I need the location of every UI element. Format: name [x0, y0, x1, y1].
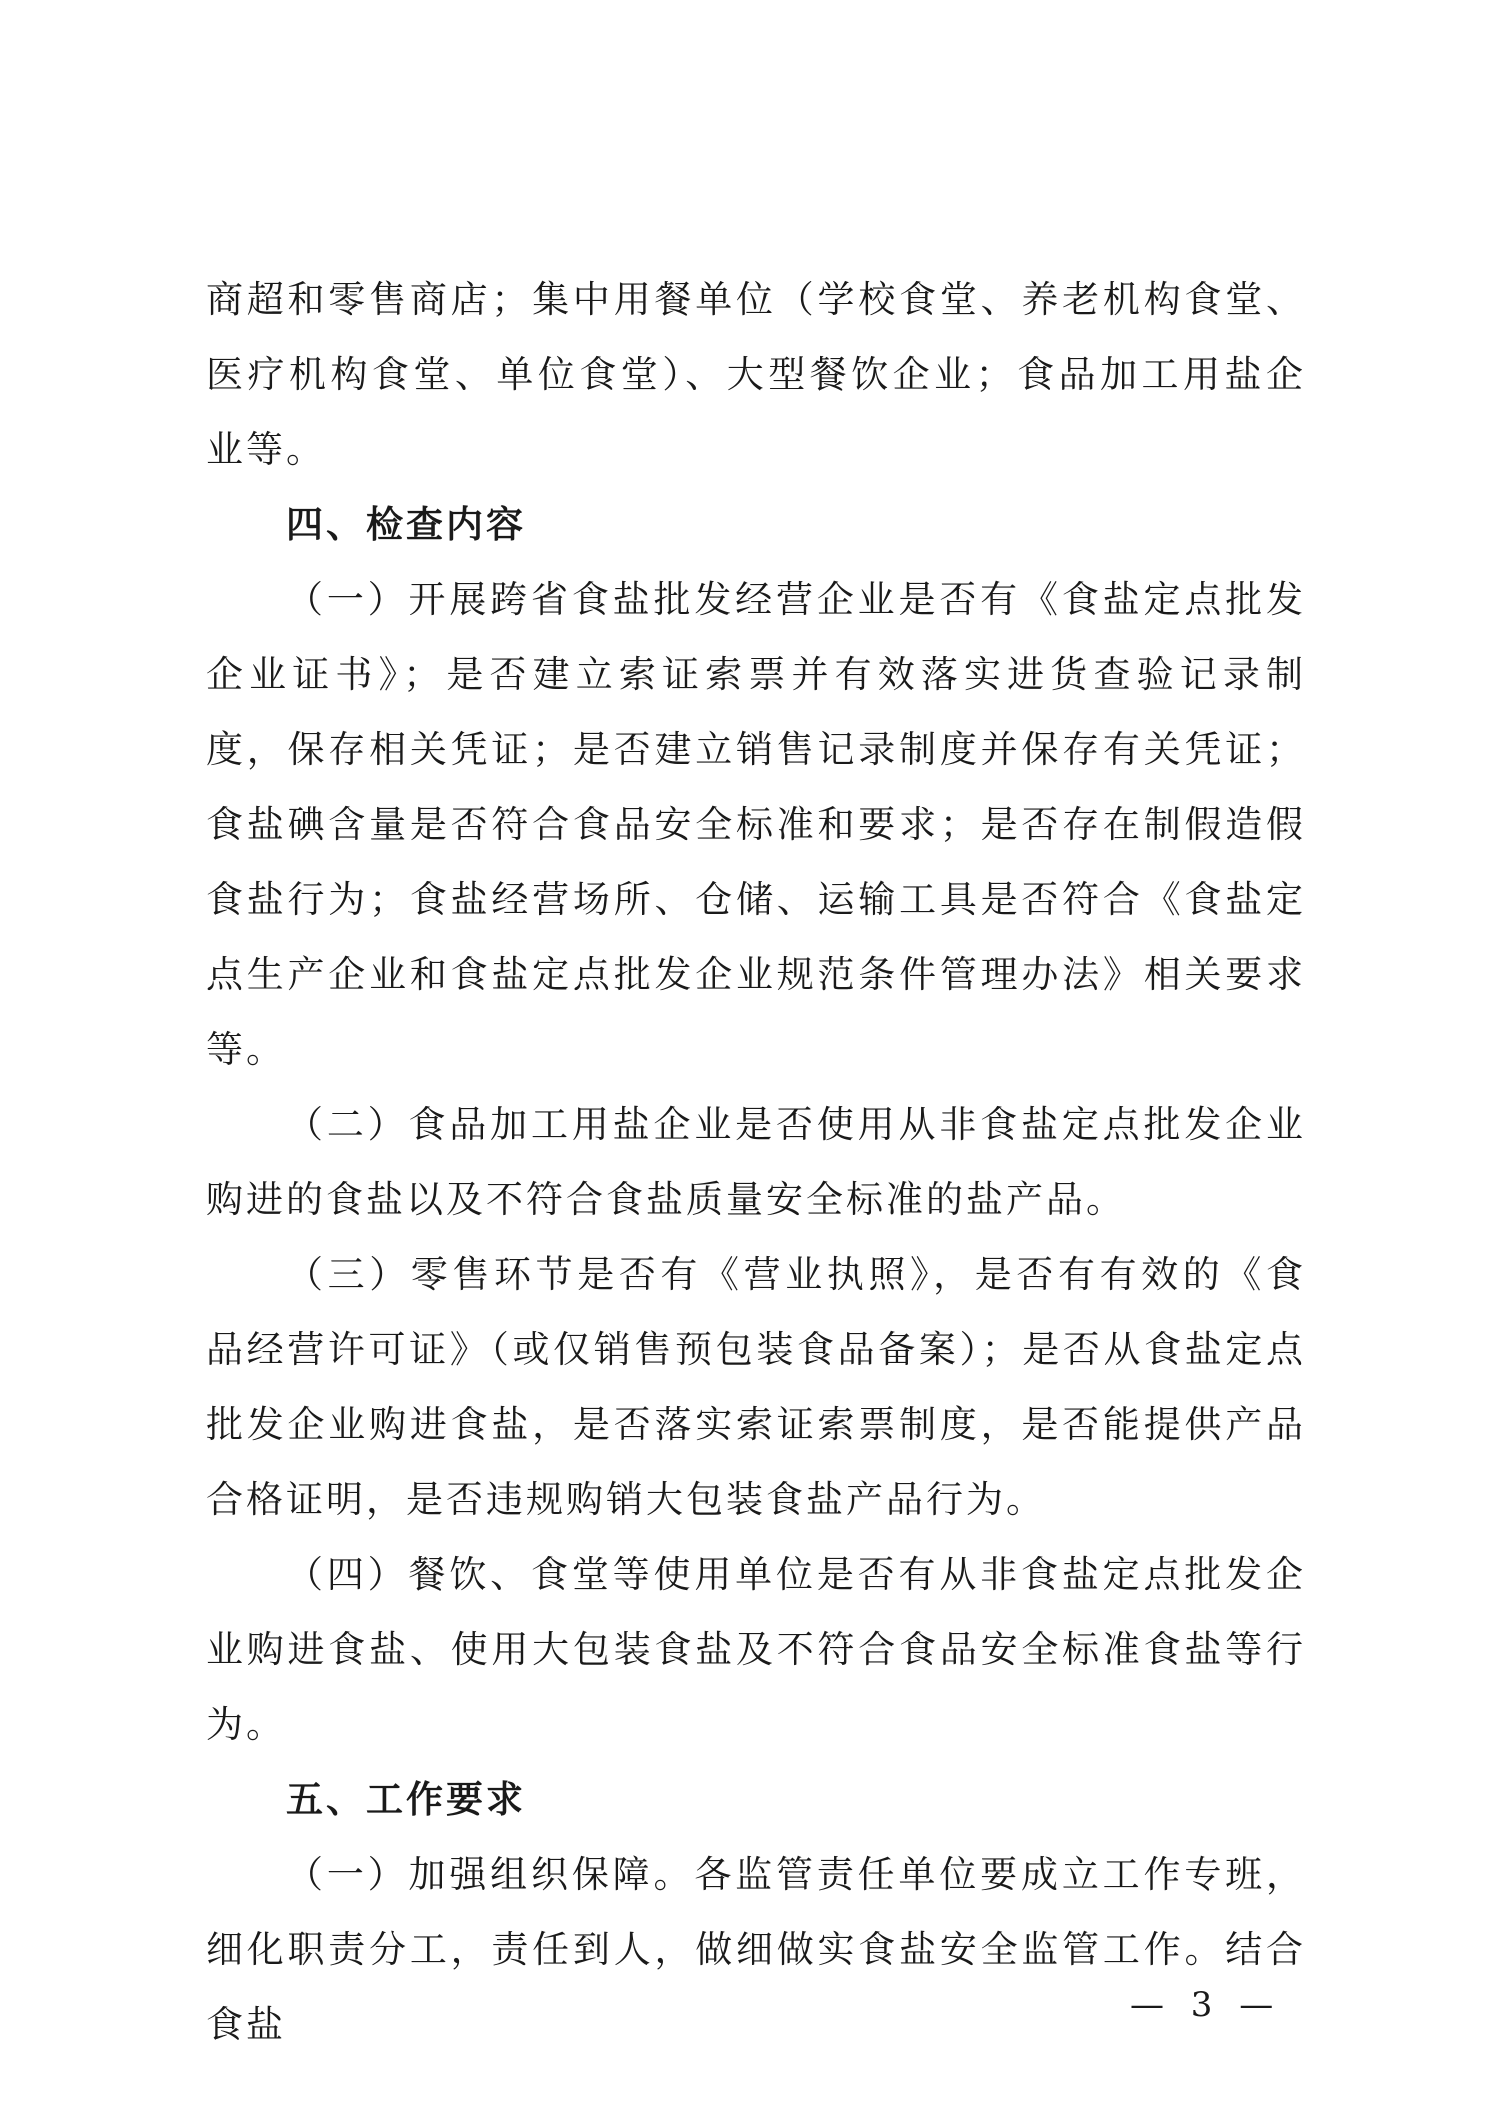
- paragraph-continuation: 商超和零售商店；集中用餐单位（学校食堂、养老机构食堂、医疗机构食堂、单位食堂）、大型餐饮企业；食品加工用盐企业等。: [206, 278, 1306, 471]
- paragraph-item-4: （四）餐饮、食堂等使用单位是否有从非食盐定点批发企业购进食盐、使用大包装食盐及不符合食品安全标准食盐等行为。: [206, 1553, 1306, 1746]
- document-body: [206, 262, 1306, 2062]
- paragraph-item-1: （一）开展跨省食盐批发经营企业是否有《食盐定点批发企业证书》；是否建立索证索票并有效落实进货查验记录制度，保存相关凭证；是否建立销售记录制度并保存有关凭证；食盐碘含量是否符合食品安全标准和要求；是否存在制假造假食盐行为；食盐经营场所、仓储、运输工具是否符合《食盐定点生产企业和食盐定点批发企业规范条件管理办法》相关要求等。: [206, 578, 1306, 1071]
- paragraph-item-3: （三）零售环节是否有《营业执照》，是否有有效的《食品经营许可证》（或仅销售预包装食品备案）；是否从食盐定点批发企业购进食盐，是否落实索证索票制度，是否能提供产品合格证明，是否违规购销大包装食盐产品行为。: [206, 1253, 1306, 1521]
- section-heading-work-requirements: 五、工作要求: [286, 1778, 526, 1821]
- page-number: — 3 —: [1130, 1985, 1282, 2025]
- section-heading-inspection-content: 四、检查内容: [286, 503, 526, 546]
- paragraph-requirement-1: （一）加强组织保障。各监管责任单位要成立工作专班，细化职责分工，责任到人，做细做实食盐安全监管工作。结合食盐: [206, 1853, 1306, 2046]
- paragraph-item-2: （二）食品加工用盐企业是否使用从非食盐定点批发企业购进的食盐以及不符合食盐质量安全标准的盐产品。: [206, 1103, 1306, 1221]
